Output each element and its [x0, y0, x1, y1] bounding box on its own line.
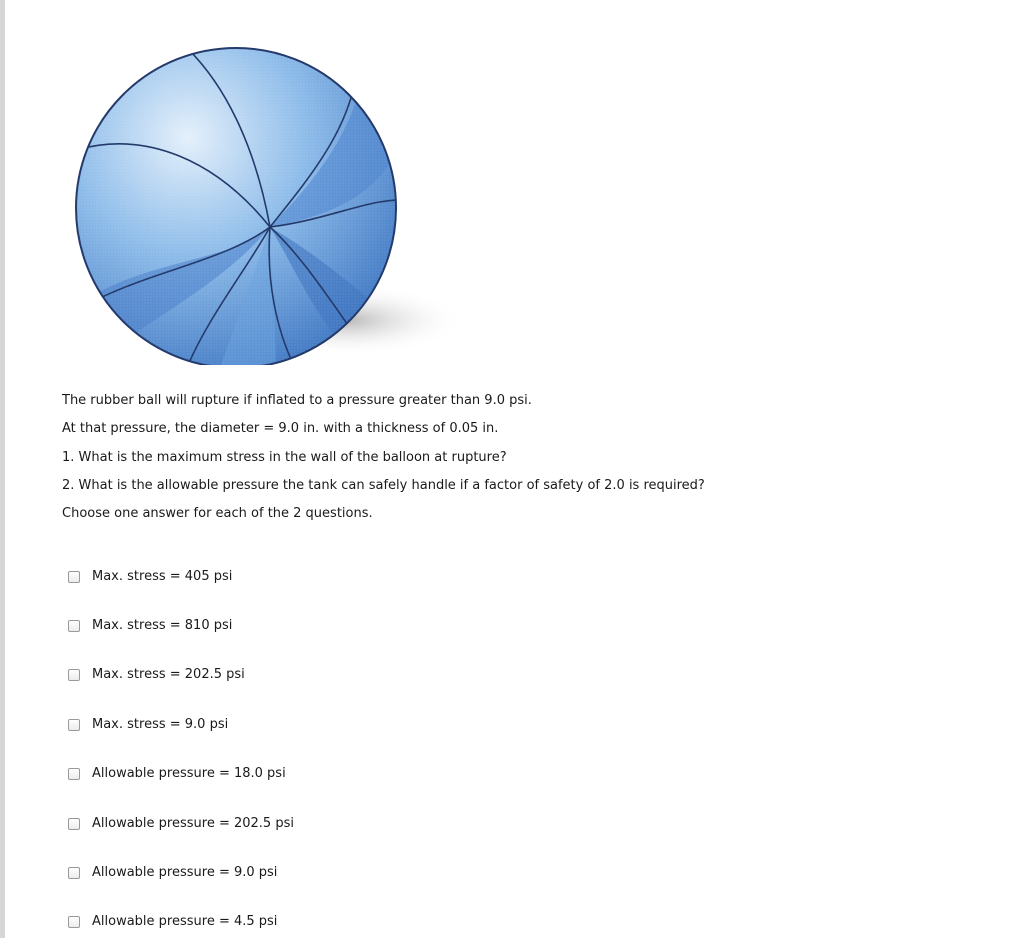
checkbox[interactable] [68, 719, 80, 731]
checkbox[interactable] [68, 669, 80, 681]
answer-option-max-stress-202-5[interactable] [68, 651, 668, 700]
rubber-ball-svg [66, 20, 466, 365]
checkbox[interactable] [68, 571, 80, 583]
answer-options [68, 552, 668, 938]
question-line-part-2: 2. What is the allowable pressure the tank can safely handle if a factor of safety of 2.0 is required? [62, 477, 705, 493]
answer-label: Allowable pressure = 4.5 psi [92, 914, 278, 930]
checkbox[interactable] [68, 768, 80, 780]
answer-label: Allowable pressure = 9.0 psi [92, 865, 278, 881]
question-text [62, 390, 962, 531]
answer-label: Max. stress = 9.0 psi [92, 716, 229, 732]
answer-label: Allowable pressure = 18.0 psi [92, 766, 286, 782]
answer-option-allowable-202-5[interactable] [68, 799, 668, 848]
answer-option-max-stress-810[interactable] [68, 601, 668, 650]
answer-label: Allowable pressure = 202.5 psi [92, 815, 294, 831]
question-instructions: Choose one answer for each of the 2 questions. [62, 506, 373, 522]
checkbox[interactable] [68, 867, 80, 879]
question-line-pressure: The rubber ball will rupture if inflated to a pressure greater than 9.0 psi. [62, 393, 532, 408]
checkbox[interactable] [68, 916, 80, 928]
left-page-border [0, 0, 5, 938]
question-line-part-1: 1. What is the maximum stress in the wall of the balloon at rupture? [62, 449, 507, 465]
answer-option-allowable-9-0[interactable] [68, 848, 668, 897]
answer-option-max-stress-9-0[interactable] [68, 700, 668, 749]
question-line-dimensions: At that pressure, the diameter = 9.0 in. with a thickness of 0.05 in. [62, 421, 499, 437]
checkbox[interactable] [68, 620, 80, 632]
answer-option-allowable-4-5[interactable] [68, 898, 668, 938]
checkbox[interactable] [68, 818, 80, 830]
answer-label: Max. stress = 810 psi [92, 618, 233, 634]
answer-label: Max. stress = 405 psi [92, 568, 233, 584]
answer-option-max-stress-405[interactable] [68, 552, 668, 601]
rubber-ball-illustration [66, 20, 466, 365]
answer-option-allowable-18-0[interactable] [68, 750, 668, 799]
answer-label: Max. stress = 202.5 psi [92, 667, 245, 683]
